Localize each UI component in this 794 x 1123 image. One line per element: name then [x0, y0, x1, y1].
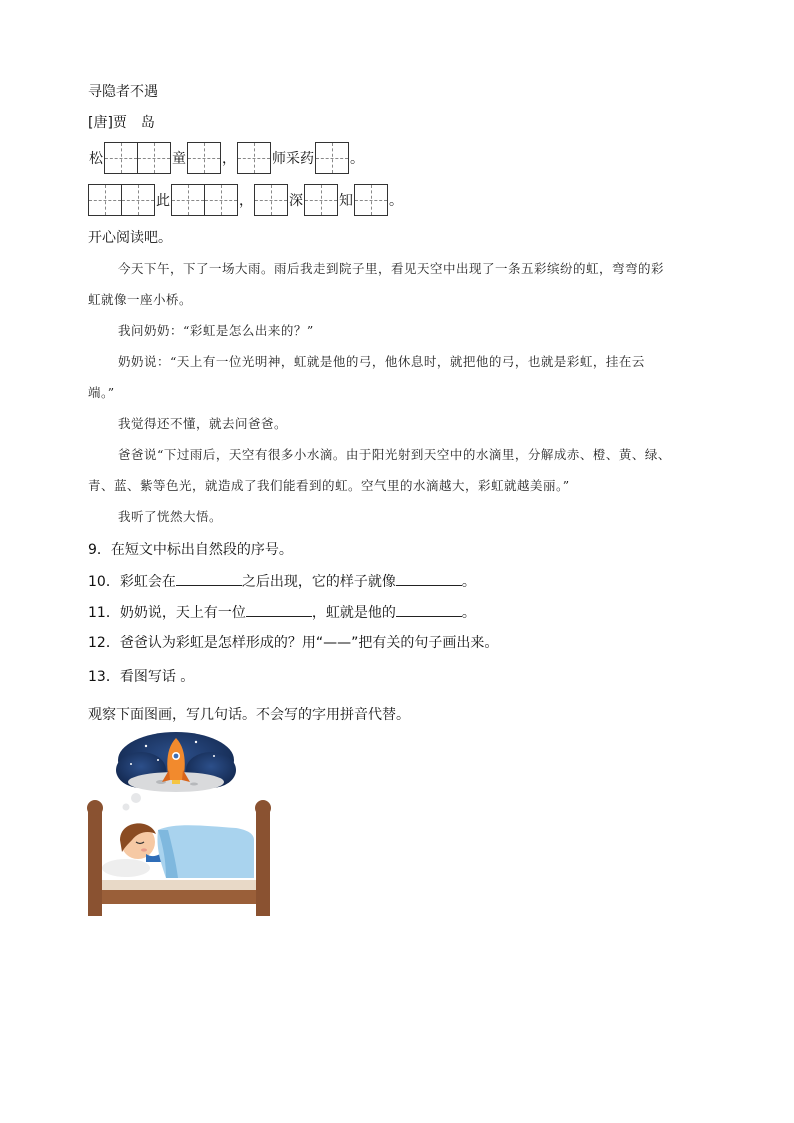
poem-punct: ，	[222, 151, 236, 167]
reading-passage	[88, 253, 718, 532]
answer-blank[interactable]	[396, 571, 462, 586]
question-text: 11．奶奶说，天上有一位	[88, 605, 246, 621]
tian-grid[interactable]	[88, 184, 155, 216]
poem-char: 师采药	[272, 151, 314, 167]
tian-grid[interactable]	[315, 142, 349, 174]
question-12: 12．爸爸认为彩虹是怎样形成的？用“——”把有关的句子画出来。	[88, 635, 499, 651]
question-text: 。	[461, 605, 476, 621]
passage-line: 爸爸说“下过雨后，天空有很多小水滴。由于阳光射到天空中的水滴里，分解成赤、橙、黄、绿、	[118, 447, 671, 462]
question-10	[88, 571, 476, 592]
passage-line: 奶奶说：“天上有一位光明神，虹就是他的弓，他休息时，就把他的弓，也就是彩虹，挂在云	[118, 354, 645, 369]
poem-char: 知	[339, 193, 353, 209]
poem-char: 此	[156, 193, 170, 209]
poem-punct: ，	[239, 193, 253, 209]
tian-grid[interactable]	[237, 142, 271, 174]
dream-illustration	[86, 730, 286, 920]
poem-punct: 。	[389, 193, 403, 209]
passage-line: 青、蓝、紫等色光，就造成了我们能看到的虹。空气里的水滴越大，彩虹就越美丽。”	[88, 478, 570, 493]
tian-grid[interactable]	[104, 142, 171, 174]
question-11	[88, 602, 476, 623]
tian-grid[interactable]	[304, 184, 338, 216]
poem-char: 深	[289, 193, 303, 209]
question-13: 13．看图写话 。	[88, 669, 195, 685]
poem-title: 寻隐者不遇	[88, 84, 158, 100]
poem-line-2	[88, 183, 404, 217]
tian-grid[interactable]	[171, 184, 238, 216]
question-text: 10．彩虹会在	[88, 574, 176, 590]
reading-heading: 开心阅读吧。	[88, 230, 172, 246]
question-text: ，虹就是他的	[311, 605, 396, 621]
thought-dot	[123, 804, 130, 811]
question-text: 之后出现，它的样子就像	[241, 574, 396, 590]
poem-punct: 。	[350, 151, 364, 167]
poem-line-1	[88, 141, 365, 175]
answer-blank[interactable]	[246, 602, 312, 617]
question-9: 9．在短文中标出自然段的序号。	[88, 542, 293, 558]
passage-line: 我觉得还不懂，就去问爸爸。	[118, 416, 288, 431]
poem-char: 松	[89, 151, 103, 167]
tian-grid[interactable]	[354, 184, 388, 216]
tian-grid[interactable]	[187, 142, 221, 174]
passage-line: 我听了恍然大悟。	[118, 509, 223, 524]
tian-grid[interactable]	[254, 184, 288, 216]
passage-line: 我问奶奶：“彩虹是怎么出来的？”	[118, 323, 314, 338]
answer-blank[interactable]	[396, 602, 462, 617]
passage-line: 虹就像一座小桥。	[88, 292, 193, 307]
pillow	[102, 859, 150, 877]
answer-blank[interactable]	[176, 571, 242, 586]
question-13-instruction: 观察下面图画，写几句话。不会写的字用拼音代替。	[88, 707, 410, 723]
poem-char: 童	[172, 151, 186, 167]
thought-dot	[131, 793, 141, 803]
passage-line: 今天下午，下了一场大雨。雨后我走到院子里，看见天空中出现了一条五彩缤纷的虹，弯弯的彩	[118, 261, 665, 276]
poem-author: [唐]贾 岛	[88, 115, 155, 131]
passage-line: 端。”	[88, 385, 115, 400]
question-text: 。	[461, 574, 476, 590]
